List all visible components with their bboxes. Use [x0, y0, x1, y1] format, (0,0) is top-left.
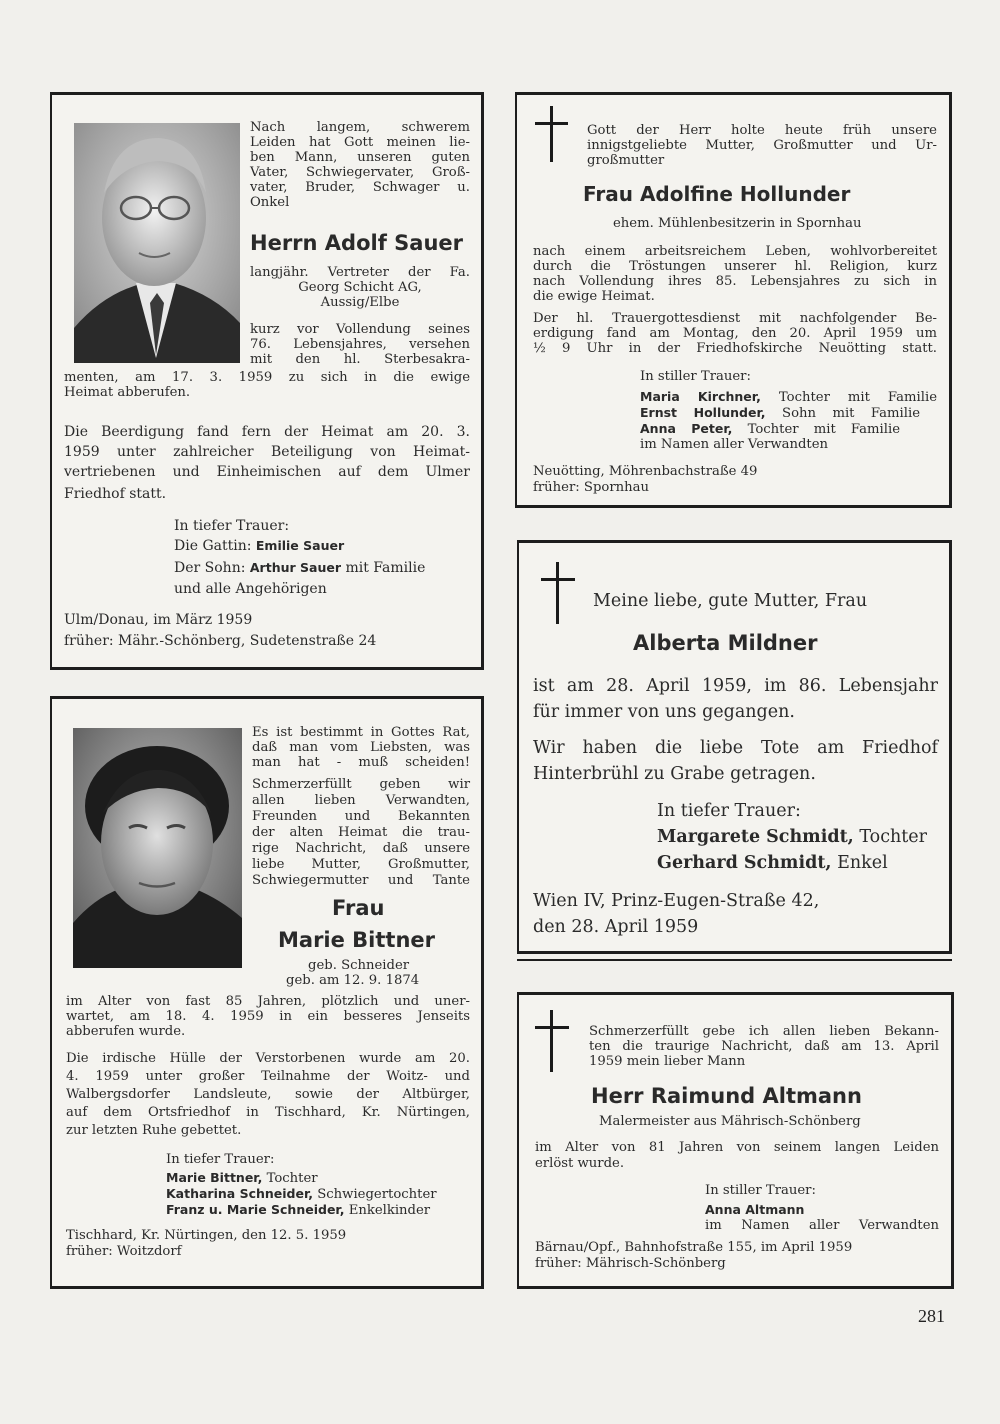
intro-line: allen lieben Verwandten,	[252, 793, 470, 808]
death-line: ist am 28. April 1959, im 86. Lebensjahr	[533, 676, 938, 696]
subtitle: Malermeister aus Mährisch-Schönberg	[599, 1114, 861, 1129]
place-line: Neuötting, Möhrenbachstraße 49	[533, 464, 758, 479]
mourner-line: im Namen aller Verwandten	[705, 1218, 939, 1233]
obituary-sauer	[50, 92, 484, 670]
burial-line: Wir haben die liebe Tote am Friedhof	[533, 738, 938, 758]
obituary-mildner	[517, 540, 952, 954]
mourner-relation: Enkelkinder	[348, 1203, 431, 1218]
mourner-name: Gerhard Schmidt,	[657, 853, 832, 873]
mourner-relation: Tochter	[266, 1171, 318, 1186]
place-line: früher: Mähr.-Schönberg, Sudetenstraße 24	[64, 633, 377, 649]
intro-line: rige Nachricht, daß unsere	[252, 841, 470, 856]
border-left	[515, 92, 517, 508]
burial-line: Die irdische Hülle der Verstorbenen wurde am 20.	[66, 1051, 470, 1066]
service-line: Der hl. Trauergottesdienst mit nachfolgender Be-	[533, 311, 937, 326]
mourner-name: Margarete Schmidt,	[657, 827, 854, 847]
mourner-relation: Tochter mit Familie	[778, 390, 938, 405]
border-top	[517, 540, 952, 543]
mourning-heading: In stiller Trauer:	[705, 1183, 816, 1198]
burial-line: Walbergsdorfer Landsleute, sowie der Altbürger,	[66, 1087, 470, 1102]
verse-line: daß man vom Liebsten, was	[252, 740, 470, 755]
death-line: die ewige Heimat.	[533, 289, 655, 304]
death-line: abberufen wurde.	[66, 1024, 186, 1039]
portrait-photo-bittner	[73, 728, 242, 968]
mourner-name: Katharina Schneider,	[166, 1186, 314, 1201]
cross-icon	[550, 1010, 553, 1072]
deceased-title: Frau	[332, 896, 385, 920]
mourner-line	[166, 1202, 430, 1218]
intro-line: Nach langem, schwerem	[250, 120, 470, 135]
mourning-heading: In tiefer Trauer:	[657, 801, 801, 821]
mourner-line	[657, 850, 888, 876]
intro-line: Schmerzerfüllt gebe ich allen lieben Bekann-	[589, 1024, 939, 1039]
death-line: wartet, am 18. 4. 1959 in ein besseres Jenseits	[66, 1009, 470, 1024]
burial-line: auf dem Ortsfriedhof in Tischhard, Kr. Nürtingen,	[66, 1105, 470, 1120]
mourner-name: Anna Altmann	[705, 1202, 805, 1217]
border-top	[50, 92, 484, 95]
intro-line: Freunden und Bekannten	[252, 809, 470, 824]
burial-line: 4. 1959 unter großer Teilnahme der Woitz- und	[66, 1069, 470, 1084]
border-left	[517, 540, 519, 954]
intro-line: der alten Heimat die trau-	[252, 825, 470, 840]
verse-line: man hat - muß scheiden!	[252, 755, 470, 770]
intro-line: Schmerzerfüllt geben wir	[252, 777, 470, 792]
intro-line: liebe Mutter, Großmutter,	[252, 857, 470, 872]
burial-line: Hinterbrühl zu Grabe getragen.	[533, 764, 816, 784]
cross-bar	[535, 1026, 569, 1029]
mourner-name: Marie Bittner,	[166, 1170, 263, 1185]
burial-line: Friedhof statt.	[64, 486, 167, 502]
cross-icon	[556, 562, 559, 624]
border-bottom	[517, 951, 952, 954]
mourner-relation: Tochter	[859, 827, 928, 847]
mourner-line	[174, 536, 344, 556]
intro-line: Meine liebe, gute Mutter, Frau	[593, 591, 868, 611]
death-line: erlöst wurde.	[535, 1156, 625, 1171]
place-line: den 28. April 1959	[533, 917, 699, 937]
border-left	[517, 992, 519, 1289]
death-line: nach Vollendung ihres 85. Lebensjahres zu sich in	[533, 274, 937, 289]
intro-line: ten die traurige Nachricht, daß am 13. April	[589, 1039, 939, 1054]
border-right	[481, 92, 484, 670]
border-right	[949, 540, 952, 954]
death-line: Heimat abberufen.	[64, 385, 191, 400]
border-right	[481, 696, 484, 1289]
mourner-name: Anna Peter,	[640, 421, 733, 436]
mourner-name: Emilie Sauer	[255, 538, 345, 553]
role-line: langjähr. Vertreter der Fa.	[250, 265, 470, 280]
mourner-line	[640, 421, 900, 437]
mourner-line	[657, 824, 927, 850]
border-top	[517, 992, 954, 995]
obituary-bittner	[50, 696, 484, 1289]
mourner-name: Franz u. Marie Schneider,	[166, 1202, 345, 1217]
intro-line: ben Mann, unseren guten	[250, 150, 470, 165]
mourning-heading: In tiefer Trauer:	[166, 1152, 275, 1167]
role-line: Aussig/Elbe	[320, 295, 400, 310]
death-line: menten, am 17. 3. 1959 zu sich in die ewige	[64, 370, 470, 385]
border-left	[50, 696, 52, 1289]
mourning-heading: In tiefer Trauer:	[174, 518, 290, 534]
service-line: ½ 9 Uhr in der Friedhofskirche Neuötting statt.	[533, 341, 937, 356]
border-bottom	[50, 1286, 484, 1289]
death-line: durch die Tröstungen unserer hl. Religion, kurz	[533, 259, 937, 274]
mourner-relation: mit Familie	[345, 560, 426, 576]
mourner-name: Maria Kirchner,	[640, 389, 761, 404]
obituary-altmann	[517, 992, 954, 1289]
deceased-name: Herr Raimund Altmann	[591, 1084, 862, 1108]
birth-line: geb. am 12. 9. 1874	[286, 973, 420, 988]
burial-line: 1959 unter zahlreicher Beteiligung von Heimat-	[64, 444, 470, 460]
mourner-relation: Schwiegertochter	[317, 1187, 437, 1202]
mourner-line	[174, 558, 425, 578]
intro-line: Gott der Herr holte heute früh unsere	[587, 123, 937, 138]
mourner-line: im Namen aller Verwandten	[640, 437, 829, 452]
place-line: Bärnau/Opf., Bahnhofstraße 155, im April 1959	[535, 1240, 853, 1255]
intro-line: Schwiegermutter und Tante	[252, 873, 470, 888]
mourner-relation: Sohn mit Familie	[782, 406, 920, 421]
mourner-line	[166, 1186, 437, 1202]
mourner-line	[640, 405, 920, 421]
verse-line: Es ist bestimmt in Gottes Rat,	[252, 725, 470, 740]
mourner-line	[166, 1170, 318, 1186]
mourner-relation: Der Sohn:	[174, 560, 246, 576]
border-right	[949, 92, 952, 508]
birth-line: geb. Schneider	[308, 958, 410, 973]
place-line: früher: Woitzdorf	[66, 1244, 182, 1259]
place-line: früher: Mährisch-Schönberg	[535, 1256, 726, 1271]
intro-line: großmutter	[587, 153, 665, 168]
obituary-hollunder	[515, 92, 952, 508]
intro-line: innigstgeliebte Mutter, Großmutter und Ur-	[587, 138, 937, 153]
death-line: für immer von uns gegangen.	[533, 702, 795, 722]
border-top	[515, 92, 952, 95]
border-bottom	[515, 505, 952, 508]
burial-line: vertriebenen und Einheimischen auf dem Ulmer	[64, 464, 470, 480]
mourner-name: Arthur Sauer	[249, 560, 341, 575]
border-bottom	[50, 667, 484, 670]
intro-line: vater, Bruder, Schwager u.	[250, 180, 470, 195]
mourner-relation: Die Gattin:	[174, 538, 252, 554]
cross-bar	[541, 578, 575, 581]
place-line: Wien IV, Prinz-Eugen-Straße 42,	[533, 891, 820, 911]
cross-bar	[535, 122, 568, 125]
death-line: im Alter von fast 85 Jahren, plötzlich und uner-	[66, 994, 470, 1009]
intro-line: Leiden hat Gott meinen lie-	[250, 135, 470, 150]
place-line: früher: Spornhau	[533, 480, 649, 495]
mourner-line: und alle Angehörigen	[174, 581, 327, 597]
border-bottom-double	[517, 959, 952, 961]
intro-line: Onkel	[250, 195, 290, 210]
place-line: Ulm/Donau, im März 1959	[64, 612, 253, 628]
border-bottom	[517, 1286, 954, 1289]
death-line: nach einem arbeitsreichem Leben, wohlvorbereitet	[533, 244, 937, 259]
burial-line: Die Beerdigung fand fern der Heimat am 20. 3.	[64, 424, 470, 440]
mourner-name: Ernst Hollunder,	[640, 405, 766, 420]
deceased-name: Herrn Adolf Sauer	[250, 231, 463, 255]
subtitle: ehem. Mühlenbesitzerin in Spornhau	[613, 216, 862, 231]
role-line: Georg Schicht AG,	[298, 280, 422, 295]
border-right	[951, 992, 954, 1289]
cross-icon	[550, 106, 553, 162]
death-line: mit den hl. Sterbesakra-	[250, 352, 470, 367]
border-left	[50, 92, 52, 670]
mourner-relation: Enkel	[837, 853, 888, 873]
border-top	[50, 696, 484, 699]
mourner-relation: Tochter mit Familie	[747, 422, 900, 437]
deceased-name: Frau Adolfine Hollunder	[583, 182, 851, 206]
deceased-name: Alberta Mildner	[633, 631, 818, 655]
portrait-photo-sauer	[74, 123, 240, 363]
death-line: im Alter von 81 Jahren von seinem langen Leiden	[535, 1140, 939, 1155]
death-line: kurz vor Vollendung seines	[250, 322, 470, 337]
mourner-line	[640, 389, 937, 405]
mourning-heading: In stiller Trauer:	[640, 369, 751, 384]
service-line: erdigung fand am Montag, den 20. April 1959 um	[533, 326, 937, 341]
place-line: Tischhard, Kr. Nürtingen, den 12. 5. 1959	[66, 1228, 347, 1243]
burial-line: zur letzten Ruhe gebettet.	[66, 1123, 242, 1138]
death-line: 76. Lebensjahres, versehen	[250, 337, 470, 352]
intro-line: Vater, Schwiegervater, Groß-	[250, 165, 470, 180]
intro-line: 1959 mein lieber Mann	[589, 1054, 746, 1069]
deceased-name: Marie Bittner	[278, 928, 436, 952]
page-number: 281	[918, 1306, 945, 1326]
